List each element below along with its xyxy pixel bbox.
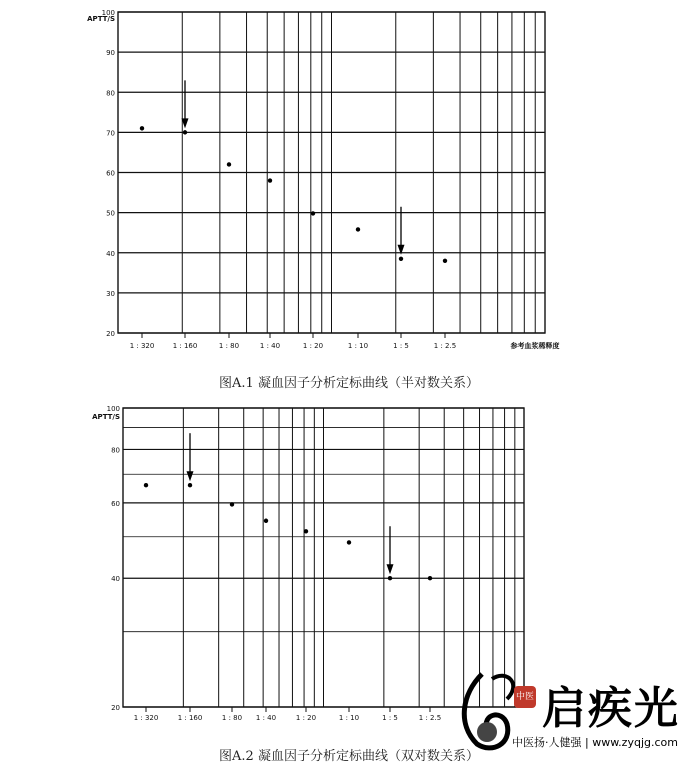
x-tick-label: 1 : 20 [295,714,317,722]
y-tick-label: 90 [106,49,115,58]
y-tick-label: 20 [106,330,115,338]
data-point [144,483,148,487]
x-tick-label: 1 : 40 [259,342,281,350]
y-tick-label: 40 [111,575,120,584]
x-tick-label: 1 : 40 [255,714,277,722]
y-tick-label: 40 [106,249,115,258]
x-tick-label: 1 : 10 [347,342,369,350]
x-tick-label: 1 : 80 [221,714,243,722]
caption-fig2: 图A.2 凝血因子分析定标曲线（双对数关系） [219,749,479,764]
x-tick-label: 1 : 160 [177,714,203,722]
y-tick-label: 30 [106,289,115,298]
data-point [428,576,432,580]
arrow-head [187,471,194,481]
x-tick-label: 1 : 160 [172,342,198,350]
x-tick-label: 1 : 10 [338,714,360,722]
y-tick-label: 80 [111,446,120,455]
y-tick-label: 100 [101,9,115,17]
y-axis-label: APTT/S [92,413,120,421]
x-tick-label: 1 : 2.5 [418,714,442,722]
data-point [347,540,351,544]
arrow-head [387,564,394,574]
x-tick-label: 1 : 320 [129,342,155,350]
data-point [388,576,392,580]
y-tick-label: 60 [106,169,115,178]
data-point [304,529,308,533]
y-axis-label: APTT/S [87,15,115,23]
y-tick-label: 80 [106,89,115,98]
watermark-logo [452,664,698,752]
x-tick-label: 1 : 80 [218,342,240,350]
watermark-title: 启疾光 [542,683,680,734]
y-tick-label: 50 [106,209,115,218]
data-point [188,483,192,487]
y-tick-label: 100 [106,405,120,413]
x-tick-label: 1 : 5 [393,342,409,350]
data-point [264,519,268,523]
y-tick-label: 60 [111,499,120,508]
x-tick-label: 1 : 5 [382,714,398,722]
x-tick-label: 1 : 320 [133,714,159,722]
y-tick-label: 20 [111,704,120,712]
watermark-subtitle: 中医扬·人健强 | www.zyqjg.com [512,736,678,749]
x-axis-label: 参考血浆稀释度 [510,342,560,350]
y-tick-label: 70 [106,129,115,138]
data-point [230,502,234,506]
x-tick-label: 1 : 20 [302,342,324,350]
caption-fig1: 图A.1 凝血因子分析定标曲线（半对数关系） [219,376,479,391]
badge: 中医 [514,686,536,708]
x-tick-label: 1 : 2.5 [433,342,457,350]
